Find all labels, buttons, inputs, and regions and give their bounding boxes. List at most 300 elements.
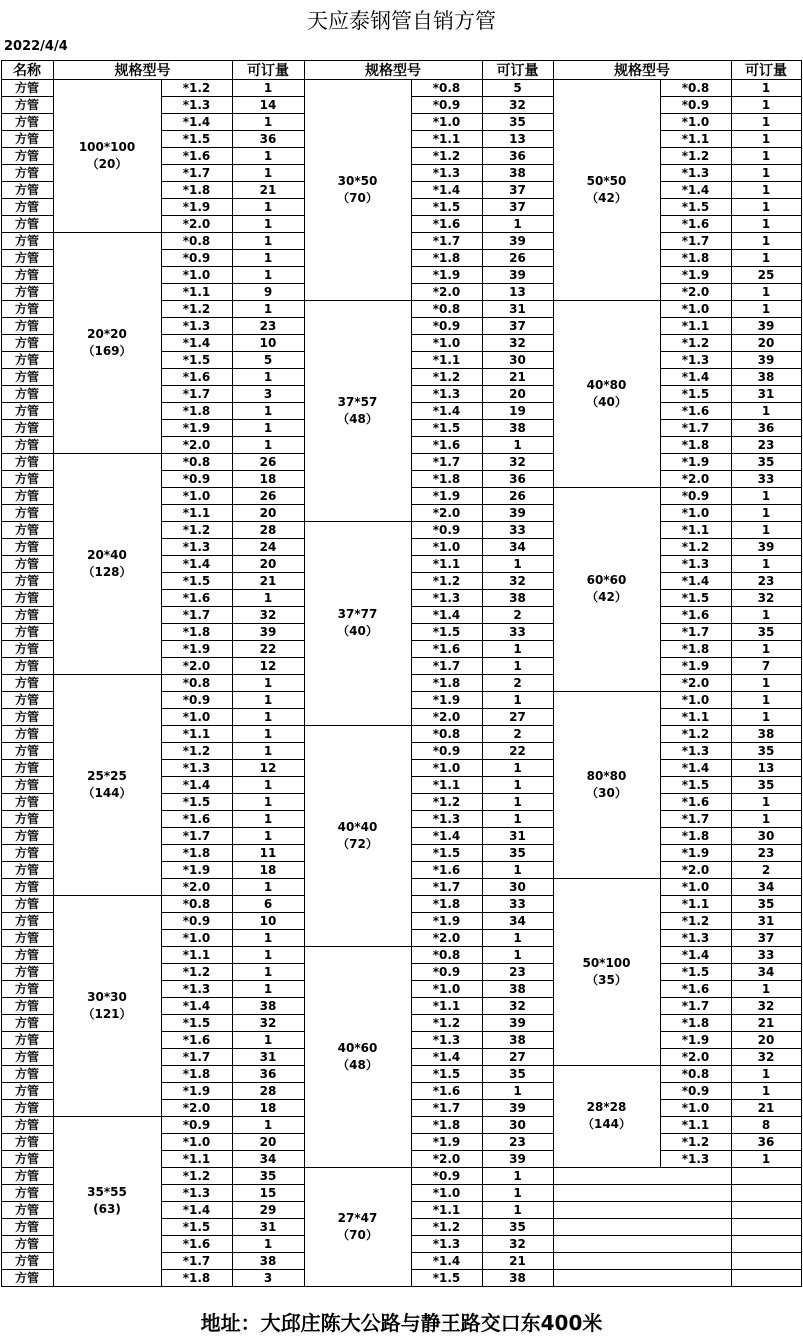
thickness-cell: *1.4 xyxy=(182,114,211,129)
grid-line xyxy=(161,1116,305,1117)
header-qty: 可订量 xyxy=(247,62,289,79)
thickness-cell: *1.2 xyxy=(182,964,211,979)
thickness-cell: *0.9 xyxy=(182,692,211,707)
grid-line xyxy=(161,147,305,148)
row-name: 方管 xyxy=(14,98,39,112)
qty-cell: 1 xyxy=(513,1202,522,1217)
qty-cell: 23 xyxy=(509,1134,526,1149)
grid-line xyxy=(1,1099,54,1100)
thickness-cell: *2.0 xyxy=(182,437,211,452)
grid-line xyxy=(161,504,305,505)
thickness-cell: *2.0 xyxy=(681,675,710,690)
grid-line xyxy=(1,878,54,879)
thickness-cell: *1.2 xyxy=(681,148,710,163)
thickness-cell: *1.2 xyxy=(432,794,461,809)
qty-cell: 30 xyxy=(509,1117,526,1132)
thickness-cell: *1.0 xyxy=(681,1100,710,1115)
thickness-cell: *1.4 xyxy=(182,998,211,1013)
grid-line xyxy=(1,606,54,607)
thickness-cell: *1.7 xyxy=(432,879,461,894)
thickness-cell: *1.8 xyxy=(432,250,461,265)
group-count: （72） xyxy=(337,836,378,851)
grid-line xyxy=(1,96,54,97)
grid-line xyxy=(1,385,54,386)
qty-cell: 1 xyxy=(761,1083,771,1098)
grid-line xyxy=(1,1133,54,1134)
thickness-cell: *1.6 xyxy=(182,811,211,826)
row-name: 方管 xyxy=(14,166,39,180)
grid-line xyxy=(553,1235,802,1236)
row-name: 方管 xyxy=(14,829,39,843)
thickness-cell: *0.9 xyxy=(432,318,461,333)
thickness-cell: *0.8 xyxy=(681,1066,710,1081)
thickness-cell: *1.1 xyxy=(681,709,710,724)
row-name: 方管 xyxy=(14,1101,39,1115)
qty-cell: 1 xyxy=(263,964,273,979)
grid-line xyxy=(1,1082,54,1083)
grid-line xyxy=(161,759,305,760)
row-name: 方管 xyxy=(14,217,39,231)
grid-line xyxy=(161,895,305,896)
row-name: 方管 xyxy=(14,1135,39,1149)
qty-cell: 1 xyxy=(513,692,522,707)
qty-cell: 21 xyxy=(509,1253,526,1268)
qty-cell: 31 xyxy=(509,301,526,316)
grid-line xyxy=(1,198,54,199)
grid-line xyxy=(161,980,305,981)
qty-cell: 3 xyxy=(263,386,273,401)
grid-line xyxy=(1,895,54,896)
grid-line xyxy=(1,1167,54,1168)
qty-cell: 30 xyxy=(509,879,526,894)
thickness-cell: *1.8 xyxy=(681,250,710,265)
grid-line xyxy=(161,878,305,879)
grid-line xyxy=(161,1252,305,1253)
thickness-cell: *1.9 xyxy=(182,641,211,656)
row-name: 方管 xyxy=(14,540,39,554)
qty-cell: 30 xyxy=(509,352,526,367)
qty-cell: 32 xyxy=(509,573,526,588)
qty-cell: 33 xyxy=(509,522,526,537)
thickness-cell: *1.7 xyxy=(432,233,461,248)
qty-cell: 20 xyxy=(259,1134,277,1149)
thickness-cell: *1.2 xyxy=(182,301,211,316)
thickness-cell: *1.7 xyxy=(681,624,710,639)
row-name: 方管 xyxy=(14,506,39,520)
qty-cell: 1 xyxy=(263,250,273,265)
qty-cell: 13 xyxy=(509,131,526,146)
grid-line xyxy=(1,1184,54,1185)
grid-line xyxy=(161,1014,305,1015)
grid-line xyxy=(1,589,54,590)
grid-line xyxy=(1,759,54,760)
thickness-cell: *1.5 xyxy=(432,420,461,435)
grid-line xyxy=(161,776,305,777)
grid-line xyxy=(161,419,305,420)
grid-line xyxy=(1,368,54,369)
qty-cell: 6 xyxy=(263,896,273,911)
spec-group xyxy=(304,300,411,521)
thickness-cell: *1.2 xyxy=(182,743,211,758)
group-count: （35） xyxy=(586,972,627,987)
qty-cell: 21 xyxy=(757,1015,775,1030)
thickness-cell: *1.5 xyxy=(432,845,461,860)
grid-line xyxy=(1,844,54,845)
qty-cell: 1 xyxy=(263,930,273,945)
thickness-cell: *0.9 xyxy=(182,250,211,265)
qty-cell: 1 xyxy=(263,794,273,809)
thickness-cell: *1.3 xyxy=(681,743,710,758)
grid-line xyxy=(553,1252,802,1253)
qty-cell: 14 xyxy=(259,97,277,112)
thickness-cell: *1.7 xyxy=(681,420,710,435)
grid-line xyxy=(553,1184,802,1185)
qty-cell: 22 xyxy=(509,743,526,758)
qty-cell: 10 xyxy=(259,913,277,928)
grid-line xyxy=(1,351,54,352)
thickness-cell: *1.5 xyxy=(182,573,211,588)
grid-line xyxy=(1,317,54,318)
qty-cell: 34 xyxy=(757,964,775,979)
grid-line xyxy=(1,1014,54,1015)
qty-cell: 1 xyxy=(761,505,771,520)
qty-cell: 27 xyxy=(509,709,526,724)
grid-line xyxy=(161,317,305,318)
thickness-cell: *2.0 xyxy=(432,709,461,724)
qty-cell: 34 xyxy=(757,879,775,894)
qty-cell: 38 xyxy=(509,1032,526,1047)
qty-cell: 31 xyxy=(259,1049,277,1064)
grid-line xyxy=(161,963,305,964)
thickness-cell: *1.4 xyxy=(432,1049,461,1064)
thickness-cell: *1.5 xyxy=(681,964,710,979)
grid-line xyxy=(1,997,54,998)
qty-cell: 2 xyxy=(513,726,522,741)
thickness-cell: *2.0 xyxy=(681,862,710,877)
group-size: 100*100 xyxy=(78,139,136,154)
row-name: 方管 xyxy=(14,591,39,605)
qty-cell: 20 xyxy=(757,1032,775,1047)
address-line: 地址：大邱庄陈大公路与静王路交口东400米 xyxy=(200,1311,603,1335)
spec-group xyxy=(304,79,411,300)
thickness-cell: *1.1 xyxy=(681,318,710,333)
group-count: (63) xyxy=(93,1202,121,1216)
grid-line xyxy=(482,60,483,79)
header-qty: 可订量 xyxy=(496,62,539,79)
grid-line xyxy=(161,487,305,488)
qty-cell: 1 xyxy=(263,403,273,418)
thickness-cell: *1.9 xyxy=(182,199,211,214)
thickness-cell: *2.0 xyxy=(432,930,461,945)
qty-cell: 1 xyxy=(513,947,522,962)
thickness-cell: *1.3 xyxy=(182,97,211,112)
qty-cell: 23 xyxy=(757,437,775,452)
thickness-cell: *1.9 xyxy=(432,488,461,503)
thickness-cell: *1.0 xyxy=(681,301,710,316)
qty-cell: 20 xyxy=(509,386,526,401)
grid-line xyxy=(161,946,305,947)
group-count: （144） xyxy=(581,1117,632,1131)
grid-line xyxy=(161,79,162,1286)
qty-cell: 3 xyxy=(263,1270,273,1285)
thickness-cell: *2.0 xyxy=(681,1049,710,1064)
thickness-cell: *1.6 xyxy=(432,437,461,452)
row-name: 方管 xyxy=(14,1220,39,1234)
thickness-cell: *1.8 xyxy=(681,437,710,452)
qty-cell: 39 xyxy=(259,624,277,639)
qty-cell: 32 xyxy=(509,335,526,350)
grid-line xyxy=(161,555,305,556)
group-size: 27*47 xyxy=(337,1210,378,1225)
thickness-cell: *0.8 xyxy=(432,947,461,962)
thickness-cell: *1.8 xyxy=(681,641,710,656)
thickness-cell: *1.5 xyxy=(432,624,461,639)
thickness-cell: *1.5 xyxy=(432,1270,461,1285)
grid-line xyxy=(1,147,54,148)
qty-cell: 1 xyxy=(761,97,771,112)
row-name: 方管 xyxy=(14,693,39,707)
qty-cell: 8 xyxy=(761,1117,771,1132)
thickness-cell: *1.7 xyxy=(681,811,710,826)
qty-cell: 21 xyxy=(259,182,277,197)
thickness-cell: *1.5 xyxy=(681,777,710,792)
qty-cell: 26 xyxy=(259,488,277,503)
page-title: 天应泰钢管自销方管 xyxy=(307,9,496,33)
thickness-cell: *1.8 xyxy=(182,1066,211,1081)
row-name: 方管 xyxy=(14,251,39,265)
thickness-cell: *1.9 xyxy=(681,845,710,860)
qty-cell: 39 xyxy=(509,233,526,248)
grid-line xyxy=(1,232,54,233)
grid-line xyxy=(161,657,305,658)
thickness-cell: *1.0 xyxy=(432,114,461,129)
grid-line xyxy=(411,79,412,1286)
qty-cell: 32 xyxy=(757,998,775,1013)
grid-line xyxy=(161,266,305,267)
qty-cell: 33 xyxy=(757,947,775,962)
qty-cell: 1 xyxy=(513,658,522,673)
thickness-cell: *1.0 xyxy=(182,488,211,503)
group-size: 50*100 xyxy=(582,955,631,970)
grid-line xyxy=(1,929,54,930)
thickness-cell: *1.3 xyxy=(432,590,461,605)
qty-cell: 19 xyxy=(509,403,526,418)
thickness-cell: *1.9 xyxy=(681,267,710,282)
qty-cell: 13 xyxy=(509,284,526,299)
group-count: （48） xyxy=(337,411,378,426)
grid-line xyxy=(1,555,54,556)
spec-group xyxy=(304,1167,411,1286)
grid-line xyxy=(161,521,305,522)
qty-cell: 1 xyxy=(761,301,771,316)
row-name: 方管 xyxy=(14,608,39,622)
row-name: 方管 xyxy=(14,744,39,758)
date-label: 2022/4/4 xyxy=(4,39,68,54)
qty-cell: 20 xyxy=(259,505,277,520)
row-name: 方管 xyxy=(14,965,39,979)
grid-line xyxy=(1,504,54,505)
qty-cell: 1 xyxy=(263,590,273,605)
qty-cell: 1 xyxy=(263,981,273,996)
qty-cell: 20 xyxy=(757,335,775,350)
grid-line xyxy=(1,334,54,335)
grid-line xyxy=(161,283,305,284)
grid-line xyxy=(161,861,305,862)
grid-line xyxy=(161,1099,305,1100)
thickness-cell: *1.6 xyxy=(432,641,461,656)
grid-line xyxy=(161,334,305,335)
thickness-cell: *0.9 xyxy=(681,97,710,112)
thickness-cell: *2.0 xyxy=(432,284,461,299)
qty-cell: 15 xyxy=(259,1185,277,1200)
row-name: 方管 xyxy=(14,557,39,571)
row-name: 方管 xyxy=(14,268,39,282)
group-count: （20） xyxy=(86,156,128,171)
qty-cell: 1 xyxy=(761,199,771,214)
group-size: 25*25 xyxy=(87,768,127,783)
thickness-cell: *1.4 xyxy=(681,947,710,962)
grid-line xyxy=(161,793,305,794)
qty-cell: 28 xyxy=(259,1083,277,1098)
grid-line xyxy=(161,725,305,726)
thickness-cell: *1.8 xyxy=(182,845,211,860)
qty-cell: 1 xyxy=(761,403,771,418)
qty-cell: 35 xyxy=(509,1066,526,1081)
group-count: （70） xyxy=(337,1227,378,1242)
grid-line xyxy=(161,351,305,352)
group-count: （42） xyxy=(586,190,627,205)
grid-line xyxy=(1,1252,54,1253)
grid-line xyxy=(161,300,305,301)
grid-line xyxy=(1,572,54,573)
thickness-cell: *0.8 xyxy=(182,896,211,911)
grid-line xyxy=(161,453,305,454)
thickness-cell: *1.6 xyxy=(432,216,461,231)
row-name: 方管 xyxy=(14,319,39,333)
thickness-cell: *1.1 xyxy=(182,726,211,741)
row-name: 方管 xyxy=(14,353,39,367)
qty-cell: 1 xyxy=(263,675,273,690)
grid-line xyxy=(161,1065,305,1066)
qty-cell: 1 xyxy=(513,437,522,452)
thickness-cell: *1.9 xyxy=(182,1083,211,1098)
qty-cell: 1 xyxy=(761,794,771,809)
group-size: 80*80 xyxy=(586,768,627,783)
qty-cell: 21 xyxy=(757,1100,775,1115)
grid-line xyxy=(1,861,54,862)
grid-line xyxy=(553,1269,802,1270)
thickness-cell: *2.0 xyxy=(681,471,710,486)
qty-cell: 18 xyxy=(259,1100,277,1115)
thickness-cell: *1.6 xyxy=(681,794,710,809)
grid-line xyxy=(1,453,54,454)
grid-line xyxy=(1,1031,54,1032)
grid-line xyxy=(1,827,54,828)
qty-cell: 1 xyxy=(761,522,771,537)
grid-line xyxy=(1,674,54,675)
thickness-cell: *0.8 xyxy=(681,80,710,95)
row-name: 方管 xyxy=(14,1186,39,1200)
row-name: 方管 xyxy=(14,948,39,962)
thickness-cell: *1.0 xyxy=(432,981,461,996)
qty-cell: 33 xyxy=(509,896,526,911)
qty-cell: 39 xyxy=(509,1151,526,1166)
thickness-cell: *1.3 xyxy=(432,386,461,401)
row-name: 方管 xyxy=(14,438,39,452)
group-count: （48） xyxy=(337,1057,378,1072)
thickness-cell: *1.4 xyxy=(182,335,211,350)
qty-cell: 1 xyxy=(761,250,771,265)
row-name: 方管 xyxy=(14,642,39,656)
spec-group xyxy=(304,946,411,1167)
row-name: 方管 xyxy=(14,183,39,197)
grid-line xyxy=(161,742,305,743)
qty-cell: 12 xyxy=(259,658,277,673)
qty-cell: 21 xyxy=(259,573,277,588)
thickness-cell: *1.7 xyxy=(432,658,461,673)
thickness-cell: *1.7 xyxy=(182,1253,211,1268)
thickness-cell: *1.5 xyxy=(681,386,710,401)
group-size: 30*30 xyxy=(87,989,127,1004)
thickness-cell: *1.5 xyxy=(182,794,211,809)
thickness-cell: *1.3 xyxy=(432,1236,461,1251)
qty-cell: 5 xyxy=(513,80,522,95)
grid-line xyxy=(161,1269,305,1270)
row-name: 方管 xyxy=(14,999,39,1013)
qty-cell: 34 xyxy=(509,539,526,554)
qty-cell: 1 xyxy=(263,420,273,435)
thickness-cell: *1.7 xyxy=(182,165,211,180)
thickness-cell: *2.0 xyxy=(432,1151,461,1166)
grid-line xyxy=(1,810,54,811)
thickness-cell: *1.3 xyxy=(182,981,211,996)
grid-line xyxy=(232,79,233,1286)
grid-line xyxy=(161,606,305,607)
qty-cell: 1 xyxy=(513,1168,522,1183)
thickness-cell: *1.1 xyxy=(182,1151,211,1166)
thickness-cell: *1.0 xyxy=(182,930,211,945)
row-name: 方管 xyxy=(14,149,39,163)
grid-line xyxy=(1,60,802,61)
thickness-cell: *1.1 xyxy=(432,998,461,1013)
group-size: 20*20 xyxy=(87,326,127,341)
thickness-cell: *1.3 xyxy=(681,930,710,945)
spec-group xyxy=(53,232,161,453)
grid-line xyxy=(161,827,305,828)
spec-group xyxy=(553,79,660,300)
grid-line xyxy=(553,1201,802,1202)
grid-line xyxy=(1,1065,54,1066)
grid-line xyxy=(1,60,2,1287)
thickness-cell: *1.0 xyxy=(182,709,211,724)
grid-line xyxy=(1,402,54,403)
thickness-cell: *0.9 xyxy=(432,1168,461,1183)
qty-cell: 32 xyxy=(509,1236,526,1251)
qty-cell: 39 xyxy=(757,318,775,333)
grid-line xyxy=(161,164,305,165)
qty-cell: 1 xyxy=(263,743,273,758)
group-size: 60*60 xyxy=(586,573,627,587)
spec-group xyxy=(553,487,660,691)
row-name: 方管 xyxy=(14,115,39,129)
grid-line xyxy=(1,623,54,624)
spec-group xyxy=(304,725,411,946)
qty-cell: 34 xyxy=(509,913,526,928)
qty-cell: 1 xyxy=(263,811,273,826)
thickness-cell: *1.7 xyxy=(182,607,211,622)
qty-cell: 1 xyxy=(263,148,273,163)
qty-cell: 1 xyxy=(263,437,273,452)
